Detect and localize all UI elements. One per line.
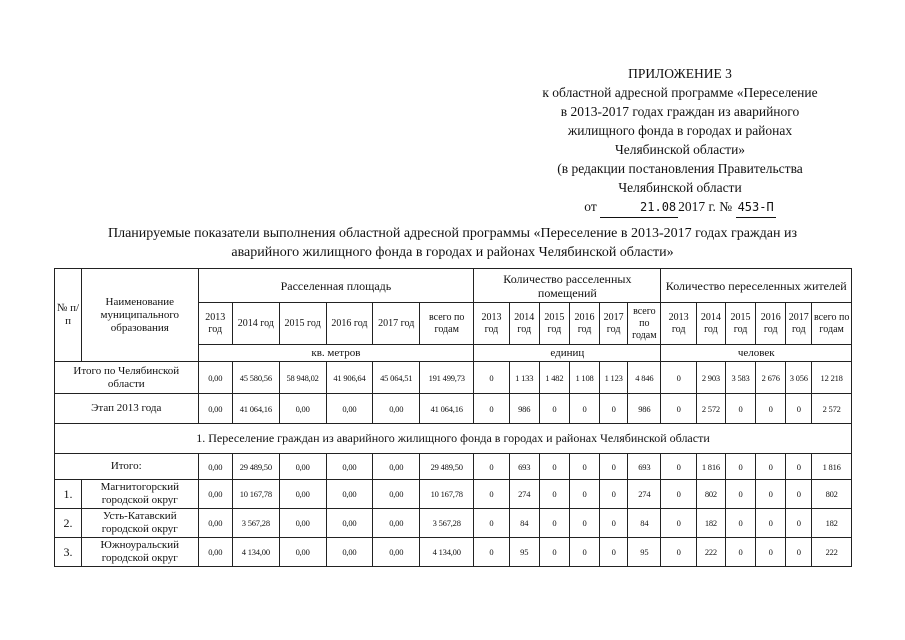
- area-value: 0,00: [326, 538, 373, 567]
- section-title: 1. Переселение граждан из аварийного жилищного фонда в городах и районах Челябинской области: [55, 424, 852, 454]
- year-header: 2016 год: [569, 303, 599, 345]
- people-value: 222: [696, 538, 725, 567]
- section-total-row: [55, 454, 852, 480]
- appendix-title: ПРИЛОЖЕНИЕ 3: [628, 66, 732, 81]
- year-header: 2016 год: [756, 303, 786, 345]
- header-name: Наименование муниципального образования: [82, 269, 199, 362]
- year-header: 2013 год: [474, 303, 509, 345]
- area-value: 0,00: [326, 509, 373, 538]
- people-value: 0: [756, 509, 786, 538]
- people-value: 12 218: [812, 362, 852, 394]
- municipality-name: Магнитогорский городской округ: [82, 480, 199, 509]
- rooms-value: 4 846: [628, 362, 661, 394]
- rooms-value: 0: [539, 454, 569, 480]
- rooms-value: 0: [569, 454, 599, 480]
- rooms-value: 0: [600, 509, 628, 538]
- rooms-value: 0: [600, 394, 628, 424]
- people-value: 0: [725, 538, 755, 567]
- people-value: 182: [812, 509, 852, 538]
- people-value: 0: [661, 394, 696, 424]
- rooms-value: 0: [539, 394, 569, 424]
- people-value: 0: [786, 509, 812, 538]
- people-value: 0: [756, 454, 786, 480]
- people-value: 0: [661, 454, 696, 480]
- unit-rooms: единиц: [474, 345, 661, 362]
- rooms-value: 0: [569, 480, 599, 509]
- people-value: 0: [786, 394, 812, 424]
- header-rooms: Количество расселенных помещений: [474, 269, 661, 303]
- section-total-row: [55, 454, 852, 480]
- total-header: всего по годам: [628, 303, 661, 345]
- area-value: 45 064,51: [373, 362, 420, 394]
- municipality-name: Усть-Катавский городской округ: [82, 509, 199, 538]
- handwritten-date: 21.08: [600, 198, 678, 218]
- appendix-line: Челябинской области: [618, 180, 742, 195]
- rooms-value: 0: [569, 394, 599, 424]
- row-label: Итого:: [55, 454, 199, 480]
- area-value: 4 134,00: [232, 538, 279, 567]
- people-value: 0: [725, 509, 755, 538]
- indicators-table: [54, 268, 852, 567]
- people-value: 3 583: [725, 362, 755, 394]
- row-label: Итого по Челябинской области: [55, 362, 199, 394]
- rooms-value: 0: [539, 480, 569, 509]
- area-value: 0,00: [279, 538, 326, 567]
- resolution-date-line: [520, 197, 840, 218]
- unit-area: кв. метров: [198, 345, 474, 362]
- date-suffix: 2017 г. №: [678, 199, 733, 214]
- rooms-value: 274: [628, 480, 661, 509]
- people-value: 0: [661, 538, 696, 567]
- area-value: 3 567,28: [420, 509, 474, 538]
- header-area: Расселенная площадь: [198, 269, 474, 303]
- table-row: [55, 509, 852, 538]
- people-value: 0: [725, 480, 755, 509]
- area-value: 0,00: [373, 394, 420, 424]
- area-value: 41 064,16: [420, 394, 474, 424]
- people-value: 1 816: [812, 454, 852, 480]
- people-value: 0: [661, 509, 696, 538]
- people-value: 1 816: [696, 454, 725, 480]
- year-header: 2013 год: [198, 303, 232, 345]
- summary-rows: [55, 362, 852, 424]
- people-value: 2 572: [812, 394, 852, 424]
- appendix-line: Челябинской области»: [614, 142, 746, 157]
- year-header: 2015 год: [539, 303, 569, 345]
- rooms-value: 986: [628, 394, 661, 424]
- area-value: 45 580,56: [232, 362, 279, 394]
- row-number: 2.: [55, 509, 82, 538]
- area-value: 10 167,78: [420, 480, 474, 509]
- rooms-value: 0: [474, 480, 509, 509]
- municipality-rows: [55, 480, 852, 567]
- people-value: 182: [696, 509, 725, 538]
- area-value: 29 489,50: [232, 454, 279, 480]
- rooms-value: 0: [474, 538, 509, 567]
- appendix-header: [520, 64, 840, 218]
- area-value: 0,00: [279, 454, 326, 480]
- rooms-value: 986: [509, 394, 539, 424]
- year-header: 2017 год: [786, 303, 812, 345]
- people-value: 2 676: [756, 362, 786, 394]
- year-header: 2015 год: [279, 303, 326, 345]
- row-number: 1.: [55, 480, 82, 509]
- rooms-value: 0: [539, 509, 569, 538]
- area-value: 0,00: [198, 538, 232, 567]
- people-value: 0: [756, 394, 786, 424]
- document-title: [40, 224, 865, 262]
- area-value: 0,00: [373, 454, 420, 480]
- area-value: 0,00: [326, 394, 373, 424]
- people-value: 0: [786, 538, 812, 567]
- rooms-value: 0: [474, 362, 509, 394]
- rooms-value: 693: [628, 454, 661, 480]
- row-label: Этап 2013 года: [55, 394, 199, 424]
- rooms-value: 84: [509, 509, 539, 538]
- people-value: 0: [661, 362, 696, 394]
- rooms-value: 274: [509, 480, 539, 509]
- rooms-value: 0: [600, 538, 628, 567]
- title-line: аварийного жилищного фонда в городах и районах Челябинской области»: [231, 245, 674, 260]
- area-value: 58 948,02: [279, 362, 326, 394]
- year-header: 2017 год: [373, 303, 420, 345]
- rooms-value: 1 108: [569, 362, 599, 394]
- year-header: 2014 год: [509, 303, 539, 345]
- rooms-value: 0: [474, 394, 509, 424]
- people-value: 0: [725, 394, 755, 424]
- area-value: 0,00: [279, 509, 326, 538]
- row-number: 3.: [55, 538, 82, 567]
- area-value: 0,00: [279, 394, 326, 424]
- rooms-value: 0: [474, 509, 509, 538]
- appendix-line: (в редакции постановления Правительства: [557, 161, 803, 176]
- header-num: № п/п: [55, 269, 82, 362]
- area-value: 0,00: [198, 454, 232, 480]
- people-value: 802: [812, 480, 852, 509]
- rooms-value: 0: [539, 538, 569, 567]
- municipality-name: Южноуральский городской округ: [82, 538, 199, 567]
- people-value: 2 572: [696, 394, 725, 424]
- rooms-value: 95: [509, 538, 539, 567]
- summary-row-total: [55, 362, 852, 394]
- summary-row-stage: [55, 394, 852, 424]
- year-header: 2014 год: [696, 303, 725, 345]
- people-value: 222: [812, 538, 852, 567]
- area-value: 0,00: [326, 480, 373, 509]
- date-prefix: от: [584, 199, 597, 214]
- rooms-value: 95: [628, 538, 661, 567]
- area-value: 0,00: [198, 362, 232, 394]
- rooms-value: 0: [569, 538, 599, 567]
- area-value: 0,00: [198, 394, 232, 424]
- area-value: 0,00: [198, 480, 232, 509]
- year-header: 2013 год: [661, 303, 696, 345]
- people-value: 0: [661, 480, 696, 509]
- area-value: 29 489,50: [420, 454, 474, 480]
- people-value: 2 903: [696, 362, 725, 394]
- area-value: 41 064,16: [232, 394, 279, 424]
- area-value: 0,00: [373, 480, 420, 509]
- area-value: 0,00: [279, 480, 326, 509]
- area-value: 10 167,78: [232, 480, 279, 509]
- year-header: 2014 год: [232, 303, 279, 345]
- header-people: Количество переселенных жителей: [661, 269, 852, 303]
- rooms-value: 0: [600, 454, 628, 480]
- area-value: 0,00: [373, 538, 420, 567]
- year-header: 2016 год: [326, 303, 373, 345]
- area-value: 191 499,73: [420, 362, 474, 394]
- rooms-value: 0: [569, 509, 599, 538]
- handwritten-number: 453-П: [736, 198, 776, 218]
- year-header: 2017 год: [600, 303, 628, 345]
- appendix-line: к областной адресной программе «Переселение: [542, 85, 818, 100]
- rooms-value: 84: [628, 509, 661, 538]
- unit-people: человек: [661, 345, 852, 362]
- people-value: 0: [786, 480, 812, 509]
- total-header: всего по годам: [420, 303, 474, 345]
- year-header: 2015 год: [725, 303, 755, 345]
- area-value: 0,00: [198, 509, 232, 538]
- people-value: 0: [756, 538, 786, 567]
- total-header: всего по годам: [812, 303, 852, 345]
- title-line: Планируемые показатели выполнения областной адресной программы «Переселение в 2013-2017 годах граждан из: [108, 226, 797, 241]
- area-value: 41 906,64: [326, 362, 373, 394]
- people-value: 802: [696, 480, 725, 509]
- people-value: 0: [725, 454, 755, 480]
- area-value: 0,00: [326, 454, 373, 480]
- people-value: 0: [756, 480, 786, 509]
- rooms-value: 1 123: [600, 362, 628, 394]
- appendix-line: в 2013-2017 годах граждан из аварийного: [560, 104, 800, 119]
- people-value: 3 056: [786, 362, 812, 394]
- appendix-line: жилищного фонда в городах и районах: [567, 123, 793, 138]
- table-row: [55, 480, 852, 509]
- area-value: 0,00: [373, 509, 420, 538]
- rooms-value: 1 482: [539, 362, 569, 394]
- rooms-value: 693: [509, 454, 539, 480]
- area-value: 4 134,00: [420, 538, 474, 567]
- rooms-value: 0: [474, 454, 509, 480]
- people-value: 0: [786, 454, 812, 480]
- area-value: 3 567,28: [232, 509, 279, 538]
- rooms-value: 1 133: [509, 362, 539, 394]
- table-row: [55, 538, 852, 567]
- rooms-value: 0: [600, 480, 628, 509]
